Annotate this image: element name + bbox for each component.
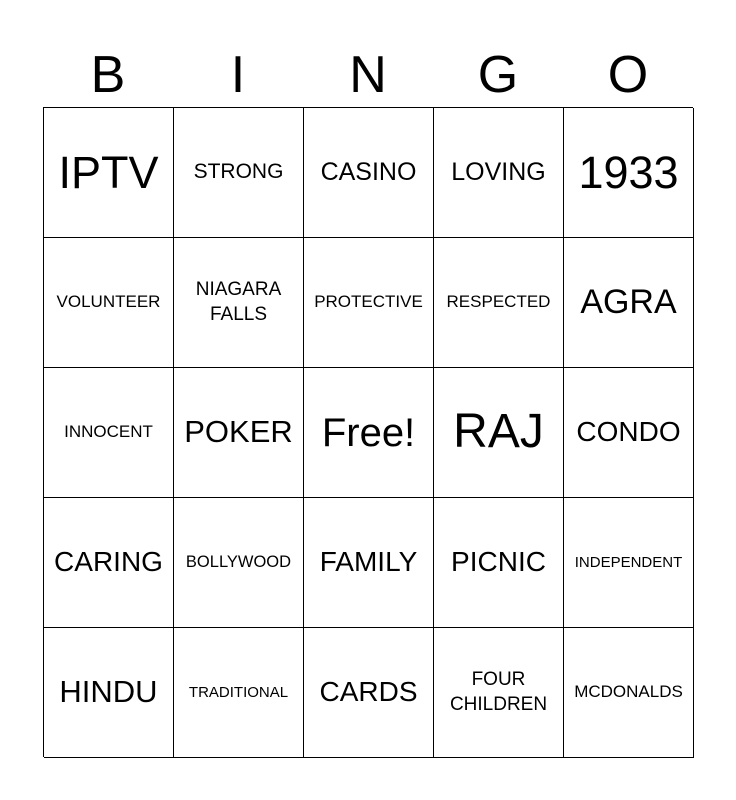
bingo-cell[interactable]: 1933 [564,108,694,238]
bingo-cell[interactable]: BOLLYWOOD [174,498,304,628]
bingo-cell[interactable]: RAJ [434,368,564,498]
bingo-cell[interactable]: CONDO [564,368,694,498]
bingo-cell[interactable]: HINDU [44,628,174,758]
bingo-board [43,107,693,757]
bingo-cell[interactable]: INDEPENDENT [564,498,694,628]
bingo-cell[interactable]: IPTV [44,108,174,238]
bingo-cell[interactable]: FAMILY [304,498,434,628]
header-letter-o: O [607,46,649,104]
bingo-cell[interactable]: NIAGARA FALLS [174,238,304,368]
bingo-cell[interactable]: FOUR CHILDREN [434,628,564,758]
bingo-cell[interactable]: LOVING [434,108,564,238]
bingo-cell[interactable]: STRONG [174,108,304,238]
bingo-header [43,44,693,106]
free-space[interactable]: Free! [304,368,434,498]
bingo-cell[interactable]: AGRA [564,238,694,368]
bingo-cell[interactable]: PICNIC [434,498,564,628]
bingo-cell[interactable]: CARING [44,498,174,628]
bingo-cell[interactable]: VOLUNTEER [44,238,174,368]
header-letter-g: G [477,46,519,104]
header-letter-b: B [90,46,126,104]
header-letter-n: N [349,46,387,104]
bingo-cell[interactable]: PROTECTIVE [304,238,434,368]
bingo-cell[interactable]: CASINO [304,108,434,238]
bingo-cell[interactable]: TRADITIONAL [174,628,304,758]
bingo-cell[interactable]: INNOCENT [44,368,174,498]
bingo-cell[interactable]: POKER [174,368,304,498]
bingo-cell[interactable]: RESPECTED [434,238,564,368]
bingo-cell[interactable]: CARDS [304,628,434,758]
bingo-cell[interactable]: MCDONALDS [564,628,694,758]
header-letter-i: I [230,46,246,104]
